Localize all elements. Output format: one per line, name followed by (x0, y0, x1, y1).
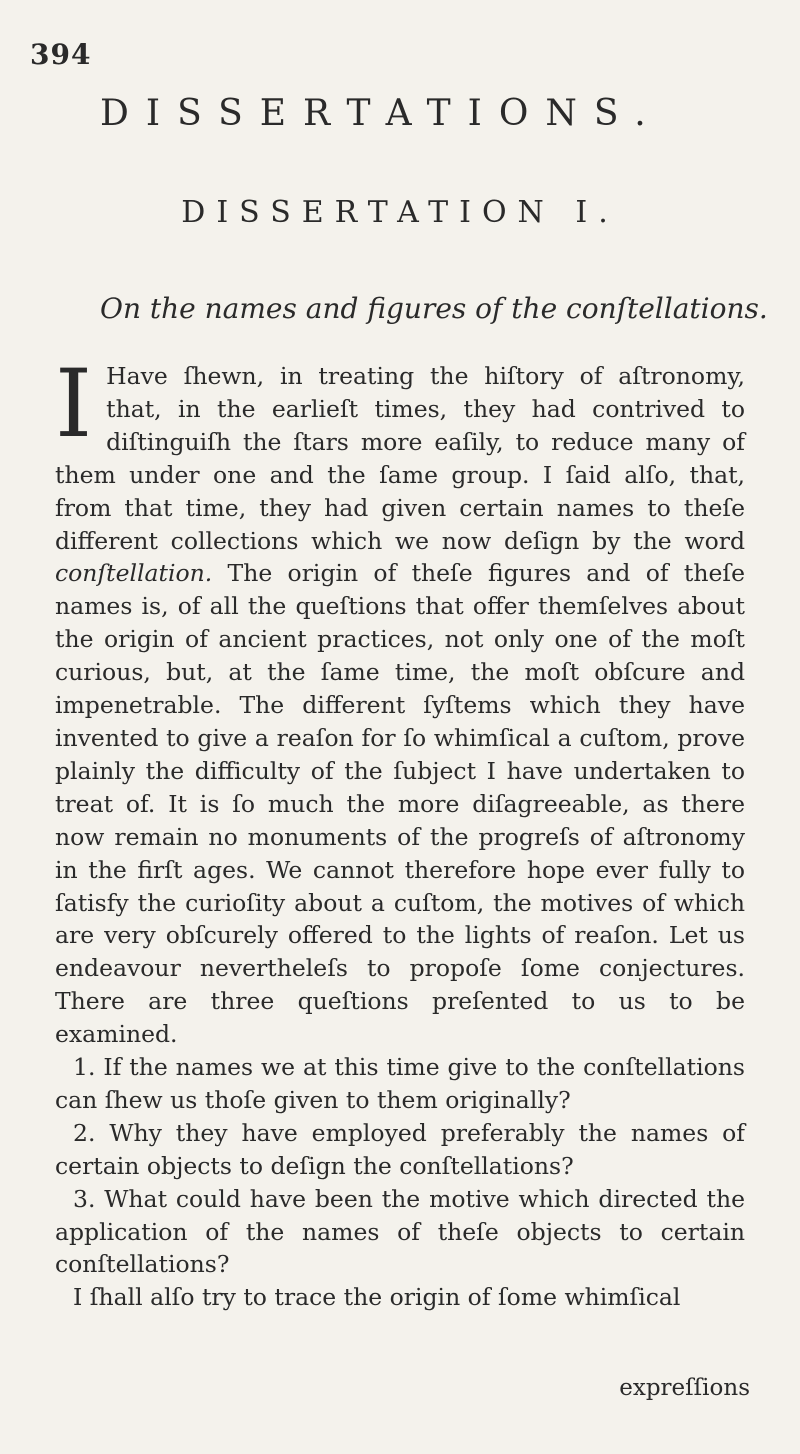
question-1: 1. If the names we at this time give to the conſtellations can ſhew us thoſe given to them originally? (55, 1053, 745, 1114)
closing-line: I ſhall alſo try to trace the origin of ſome whimſical (73, 1283, 681, 1312)
drop-cap: I (55, 350, 93, 459)
chapter-subtitle: On the names and figures of the conſtellations. (100, 292, 768, 325)
catchword: expreſſions (619, 1375, 750, 1401)
body-text (55, 350, 745, 1314)
paragraph-1-start: Have ſhewn, in treating the hiſtory of aſtronomy, that, in the earlieſt times, they had contrived to diſtinguiſh the ſtars more eaſily, to reduce many of them under one and the ſame group. I ſaid alſo, that, from that time, they had given certain names to theſe different collections which we now deſign by the word (55, 362, 745, 555)
page-number: 394 (30, 38, 92, 71)
running-head: DISSERTATIONS. (100, 93, 663, 134)
question-3: 3. What could have been the motive which directed the application of the names of theſe objects to certain conſtellations? (55, 1184, 745, 1279)
paragraph-1 (55, 350, 745, 1051)
chapter-heading: DISSERTATION I. (181, 195, 619, 230)
paragraph-1-end: The origin of theſe figures and of theſe names is, of all the queſtions that offer themſelves about the origin of ancient practices, not only one of the moſt curious, but, at the ſame time, the moſt obſcure and impenetrable. The different ſyſtems which they have invented to give a reaſon for ſo whimſical a cuſtom, prove plainly the difficulty of the ſubject I have undertaken to treat of. It is ſo much the more diſagreeable, as there now remain no monuments of the progreſs of aſtronomy in the firſt ages. We cannot therefore hope ever fully to ſatisfy the curioſity about a cuſtom, the motives of which are very obſcurely offered to the lights of reaſon. Let us endeavour nevertheleſs to propoſe ſome conjectures. There are three queſtions preſented to us to be examined. (55, 559, 745, 1049)
question-2: 2. Why they have employed preferably the names of certain objects to deſign the conſtellations? (55, 1118, 745, 1180)
paragraph-1-italic: conſtellation. (55, 559, 213, 588)
